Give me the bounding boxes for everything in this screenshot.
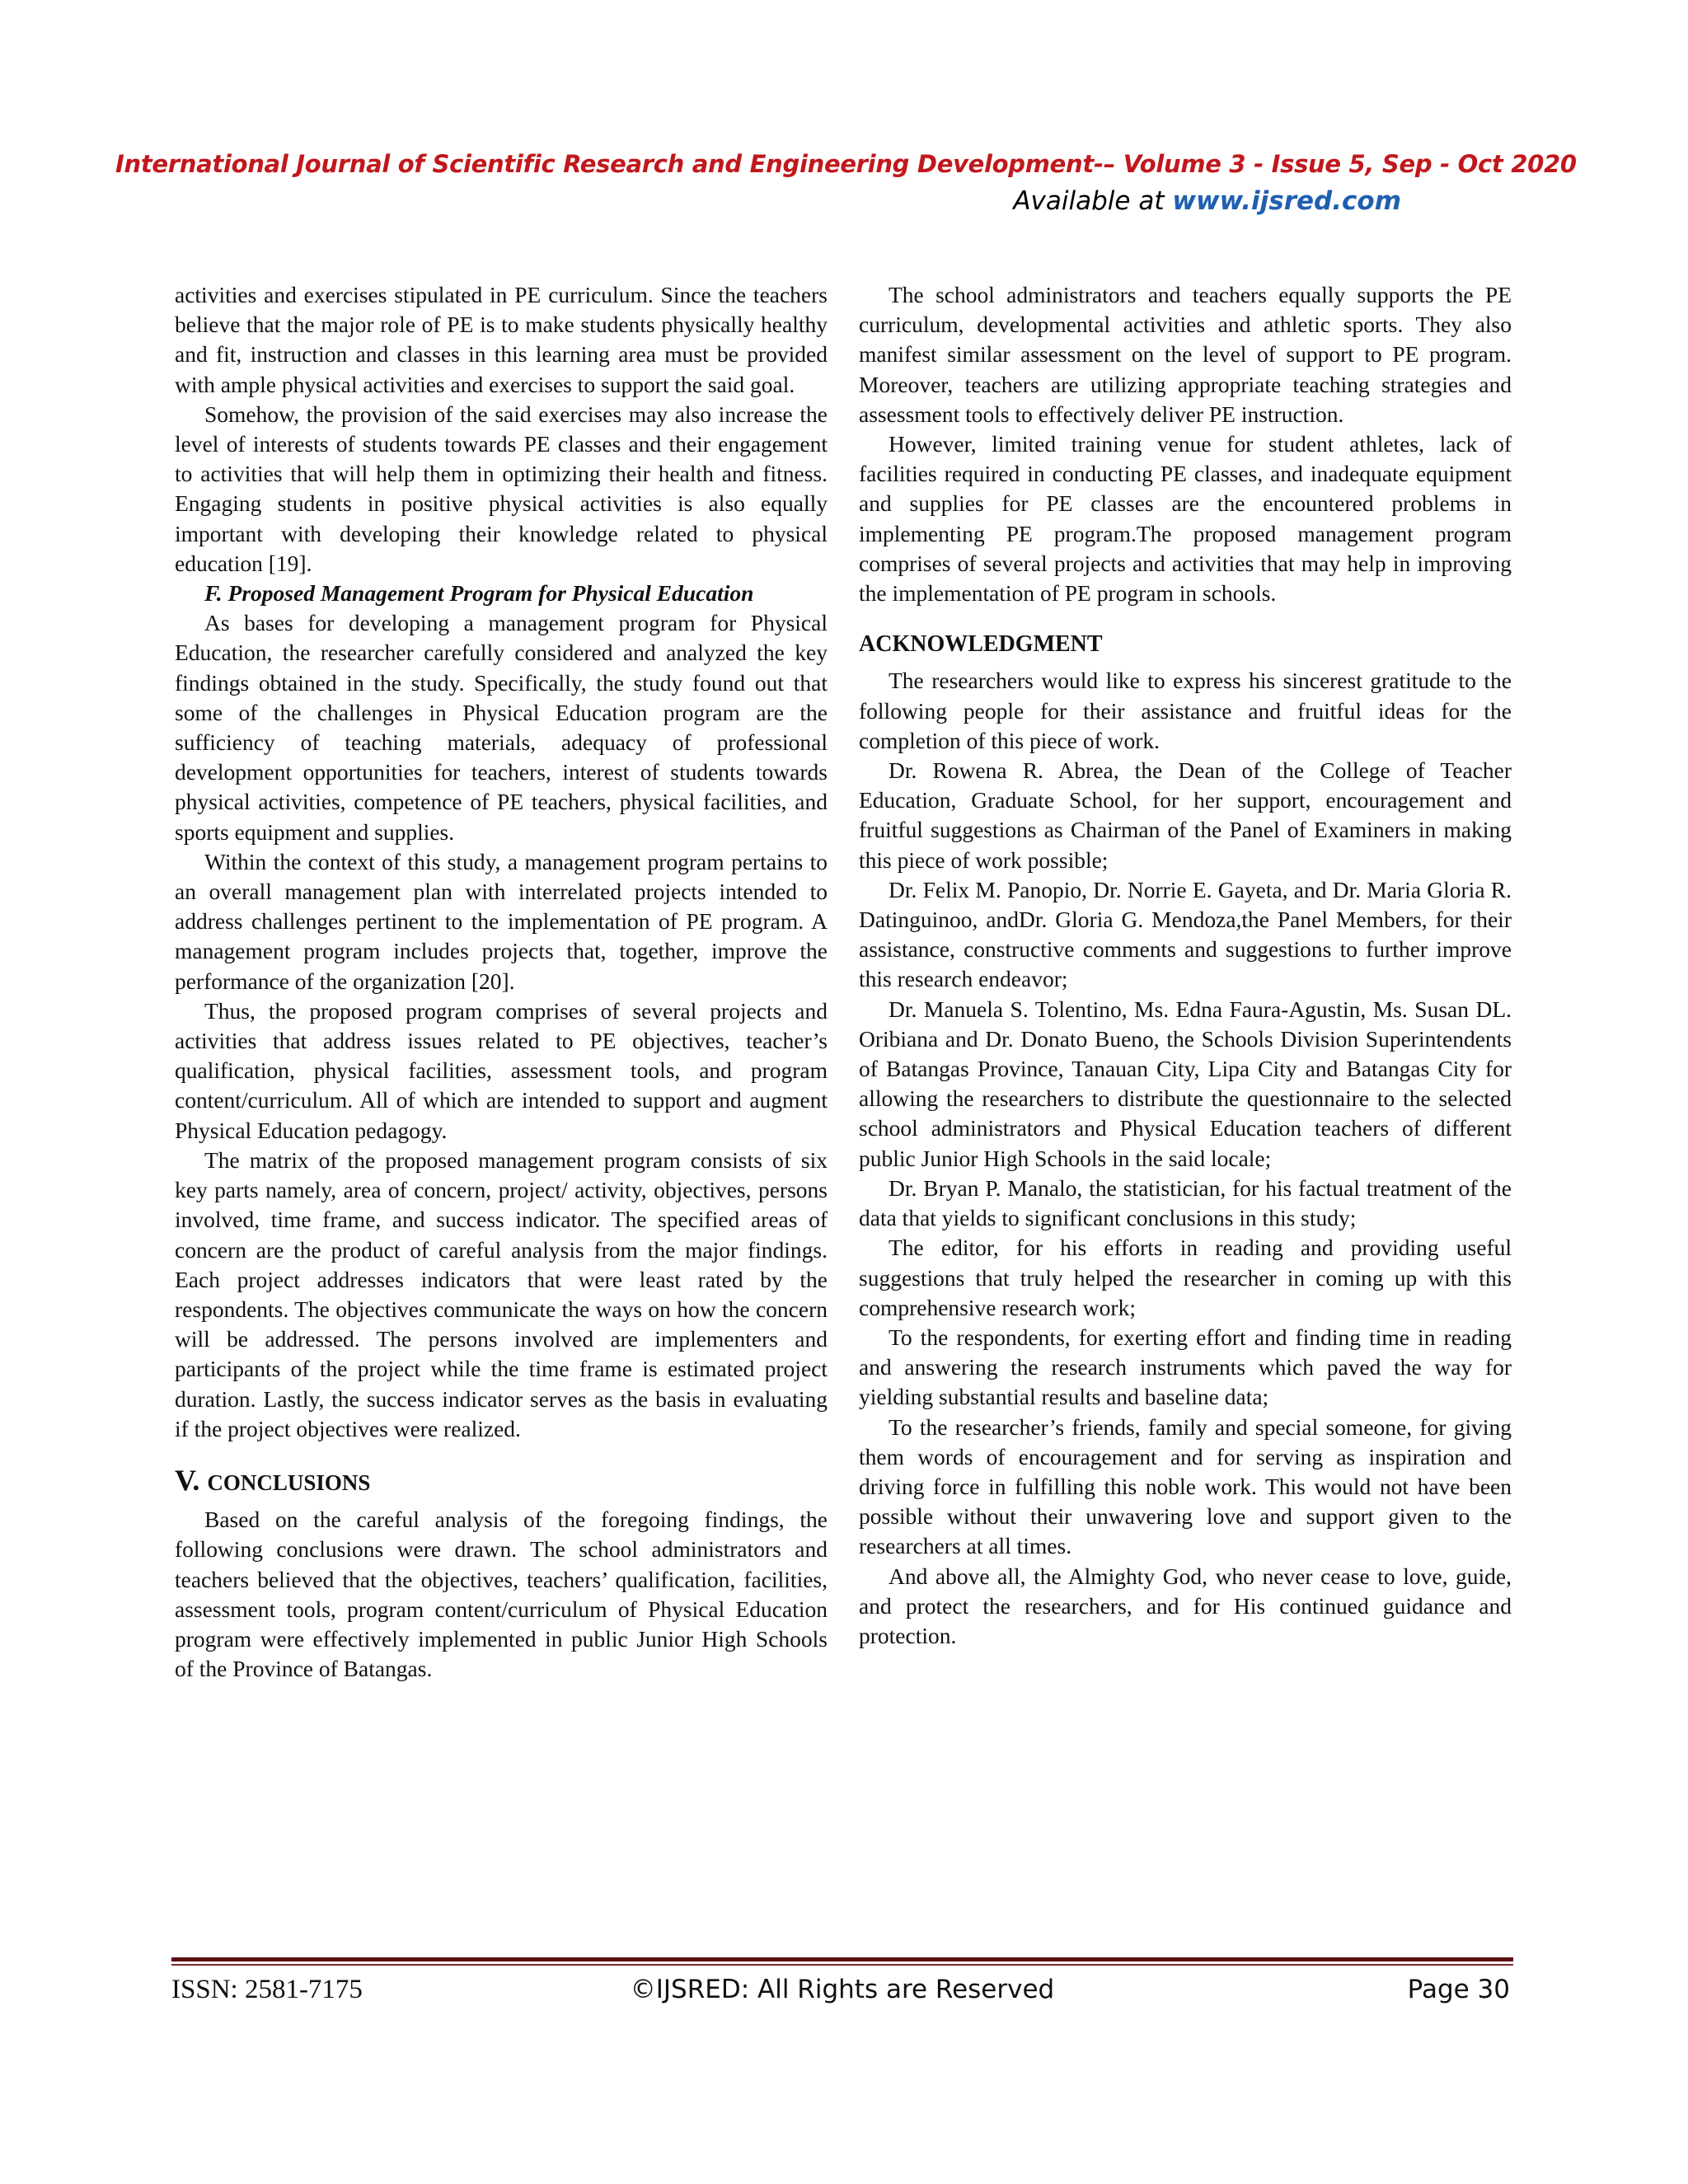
journal-header-title: International Journal of Scientific Research and Engineering Development-– Volume 3 - Issue 5, Sep - Oct 2020 — [115, 150, 1577, 178]
paragraph: Based on the careful analysis of the foregoing findings, the following conclusions were drawn. The school administrators and teachers believed that the objectives, teachers’ qualification, facilities, assessment tools, program content/curriculum of Physical Education program were effectively implemented in public Junior High Schools of the Province of Batangas. — [175, 1507, 828, 1682]
paragraph: Dr. Bryan P. Manalo, the statistician, for his factual treatment of the data that yields to significant conclusions in this study; — [859, 1174, 1512, 1231]
paragraph: Dr. Rowena R. Abrea, the Dean of the College of Teacher Education, Graduate School, for her support, encouragement and fruitful suggestions as Chairman of the Panel of Examiners in making this piece of work possible; — [859, 757, 1512, 873]
available-prefix: Available at — [1013, 186, 1173, 216]
footer-divider — [171, 1957, 1513, 1961]
paragraph: The researchers would like to express his sincerest gratitude to the following people for their assistance and fruitful ideas for the completion of this piece of work. — [859, 668, 1512, 753]
left-column — [175, 280, 828, 1684]
paragraph: To the respondents, for exerting effort and finding time in reading and answering the research instruments which paved the way for yielding substantial results and baseline data; — [859, 1324, 1512, 1410]
footer-divider-thin — [171, 1964, 1513, 1966]
page-footer — [171, 1975, 1513, 2016]
paragraph: Dr. Manuela S. Tolentino, Ms. Edna Faura-Agustin, Ms. Susan DL. Oribiana and Dr. Donato Bueno, the Schools Division Superintendents of Batangas Province, Tanauan City, Lipa City and Batangas City for allowing the researchers to distribute the questionnaire to the selected school administrators and Physical Education teachers of different public Junior High Schools in the said locale; — [859, 996, 1512, 1171]
subsection-heading: F. Proposed Management Program for Physical Education — [204, 580, 754, 607]
paragraph: Thus, the proposed program comprises of several projects and activities that address issues related to PE objectives, teacher’s qualification, physical facilities, assessment tools, and program content/curriculum. All of which are intended to support and augment Physical Education pedagogy. — [175, 997, 828, 1143]
footer-issn: ISSN: 2581-7175 — [171, 1975, 363, 2004]
paragraph: The matrix of the proposed management program consists of six key parts namely, area of concern, project/ activity, objectives, persons involved, time frame, and success indicator. The specified areas of concern are the product of careful analysis from the major findings. Each project addresses indicators that were least rated by the respondents. The objectives communicate the ways on how the concern will be addressed. The persons involved are implementers and participants of the project while the time frame is estimated project duration. Lastly, the success indicator serves as the basis in evaluating if the project objectives were realized. — [175, 1146, 828, 1441]
journal-availability — [1013, 186, 1401, 216]
paragraph: Within the context of this study, a management program pertains to an overall management plan with interrelated projects intended to address challenges pertinent to the implementation of PE program. A management program includes projects that, together, improve the performance of the organization [20]. — [175, 848, 828, 994]
right-column — [859, 280, 1512, 1651]
paragraph: activities and exercises stipulated in PE curriculum. Since the teachers believe that the major role of PE is to make students physically healthy and fit, instruction and classes in this learning area must be provided with ample physical activities and exercises to support the said goal. — [175, 282, 828, 397]
footer-page-number: Page 30 — [1407, 1975, 1510, 2004]
paragraph: Somehow, the provision of the said exercises may also increase the level of interests of students towards PE classes and their engagement to activities that will help them in optimizing their health and fitness. Engaging students in positive physical activities is also equally important with developing their knowledge related to physical education [19]. — [175, 401, 828, 576]
section-title: CONCLUSIONS — [207, 1469, 371, 1495]
paragraph: To the researcher’s friends, family and special someone, for giving them words of encouragement and for serving as inspiration and driving force in fulfilling this noble work. This would not have been possible without their unwavering love and support given to the researchers at all times. — [859, 1413, 1512, 1559]
paragraph: As bases for developing a management program for Physical Education, the researcher carefully considered and analyzed the key findings obtained in the study. Specifically, the study found out that some of the challenges in Physical Education program are the sufficiency of teaching materials, adequacy of professional development opportunities for teachers, interest of students towards physical activities, competence of PE teachers, physical facilities, and sports equipment and supplies. — [175, 610, 828, 845]
paragraph: And above all, the Almighty God, who never cease to love, guide, and protect the researchers, and for His continued guidance and protection. — [859, 1563, 1512, 1648]
section-heading — [175, 1465, 828, 1498]
paragraph: The editor, for his efforts in reading and providing useful suggestions that truly helped the researcher in coming up with this comprehensive research work; — [859, 1235, 1512, 1320]
paragraph: The school administrators and teachers equally supports the PE curriculum, developmental activities and athletic sports. They also manifest similar assessment on the level of support to PE program. Moreover, teachers are utilizing appropriate teaching strategies and assessment tools to effectively deliver PE instruction. — [859, 282, 1512, 427]
section-number: V. — [175, 1463, 208, 1497]
paragraph: Dr. Felix M. Panopio, Dr. Norrie E. Gayeta, and Dr. Maria Gloria R. Datinguinoo, andDr. Gloria G. Mendoza,the Panel Members, for their assistance, constructive comments and suggestions to further improve this research endeavor; — [859, 876, 1512, 992]
acknowledgment-heading: ACKNOWLEDGMENT — [859, 631, 1103, 658]
paragraph: However, limited training venue for student athletes, lack of facilities required in conducting PE classes, and inadequate equipment and supplies for PE classes are the encountered problems in implementing PE program.The proposed management program comprises of several projects and activities that may help in improving the implementation of PE program in schools. — [859, 431, 1512, 607]
footer-rights: ©IJSRED: All Rights are Reserved — [630, 1975, 1055, 2004]
journal-url-link[interactable]: www.ijsred.com — [1172, 186, 1401, 216]
